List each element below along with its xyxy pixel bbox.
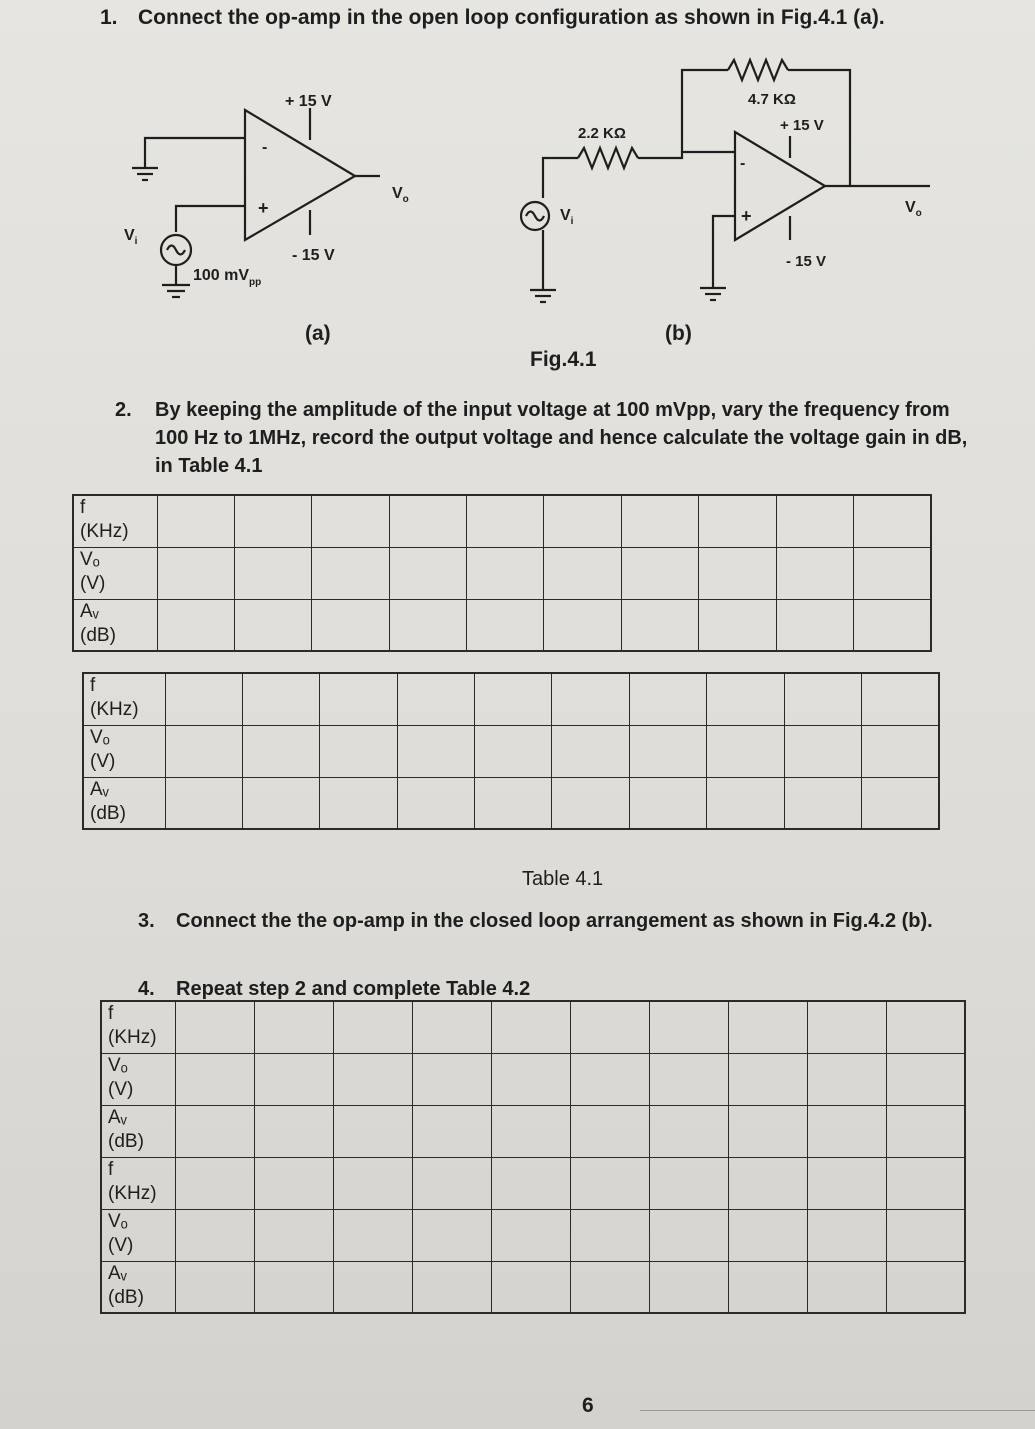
table-cell[interactable] [491,1001,570,1053]
footer-rule [640,1410,1035,1411]
table-cell[interactable] [254,1261,333,1313]
table-cell[interactable] [254,1105,333,1157]
table-cell[interactable] [649,1261,728,1313]
table-cell[interactable] [412,1157,491,1209]
table-cell[interactable] [728,1209,807,1261]
table-row [83,777,939,829]
table-cell[interactable] [234,599,311,651]
table-cell[interactable] [807,1209,886,1261]
table-cell[interactable] [552,673,629,725]
table-cell[interactable] [807,1001,886,1053]
table-cell[interactable] [165,673,242,725]
r-f-label: 4.7 KΩ [748,91,796,108]
table-cell[interactable] [242,777,319,829]
table-cell[interactable] [175,1209,254,1261]
table-cell[interactable] [397,777,474,829]
page-number: 6 [582,1394,594,1417]
table-cell[interactable] [728,1157,807,1209]
table-cell[interactable] [157,547,234,599]
resistor-r-f [728,60,788,80]
table-cell[interactable] [544,495,621,547]
table-cell[interactable] [412,1001,491,1053]
table-cell[interactable] [862,673,939,725]
table-cell[interactable] [333,1209,412,1261]
input-b-v: V [560,207,571,224]
table-cell[interactable] [570,1001,649,1053]
supply-a-negative: - 15 V [292,247,335,264]
input-a-label [124,227,138,247]
table-cell[interactable] [333,1157,412,1209]
wire-a-inverting [145,138,245,168]
table-4-1-caption: Table 4.1 [522,868,604,890]
table-cell[interactable] [491,1105,570,1157]
table-cell[interactable] [886,1157,965,1209]
table-row [83,673,939,725]
step-3-text: Connect the the op-amp in the closed loop arrangement as shown in Fig.4.2 (b). [176,910,933,932]
table-cell[interactable] [234,547,311,599]
table-cell[interactable] [475,777,552,829]
table-cell[interactable] [397,725,474,777]
table-cell[interactable] [649,1157,728,1209]
table-cell[interactable] [389,547,466,599]
table-cell[interactable] [621,599,698,651]
table-cell[interactable] [784,725,861,777]
table-row [101,1209,965,1261]
table-cell[interactable] [254,1001,333,1053]
step-3 [138,910,933,933]
row-header: Vₒ (V) [83,725,165,777]
table-cell[interactable] [175,1157,254,1209]
table-cell[interactable] [475,673,552,725]
table-cell[interactable] [333,1261,412,1313]
table-cell[interactable] [570,1157,649,1209]
table-4-1-part-1 [72,494,932,652]
input-a-amplitude-unit: pp [249,277,262,288]
table-cell[interactable] [491,1209,570,1261]
table-cell[interactable] [570,1209,649,1261]
input-a-amplitude [193,267,261,288]
table-cell[interactable] [157,495,234,547]
table-cell[interactable] [649,1209,728,1261]
opamp-a-minus: - [262,139,268,156]
table-row [83,725,939,777]
table-cell[interactable] [776,547,853,599]
table-4-1-part-2 [82,672,940,830]
row-header: f (KHz) [101,1001,175,1053]
table-cell[interactable] [854,599,931,651]
table-cell[interactable] [728,1001,807,1053]
step-2-number: 2. [115,399,132,421]
table-cell[interactable] [807,1261,886,1313]
step-1-text: Connect the op-amp in the open loop configuration as shown in Fig.4.1 (a). [138,6,885,29]
row-header: Aᵥ (dB) [101,1105,175,1157]
table-cell[interactable] [807,1053,886,1105]
table-cell[interactable] [886,1209,965,1261]
output-a-v: V [392,185,403,202]
table-cell[interactable] [776,599,853,651]
table-cell[interactable] [254,1053,333,1105]
table-cell[interactable] [699,599,776,651]
table-cell[interactable] [175,1053,254,1105]
step-1-number: 1. [100,6,118,29]
table-cell[interactable] [544,547,621,599]
output-b-v: V [905,199,916,216]
table-row [101,1053,965,1105]
table-cell[interactable] [784,777,861,829]
table-cell[interactable] [649,1053,728,1105]
table-cell[interactable] [862,725,939,777]
table-cell[interactable] [254,1157,333,1209]
table-cell[interactable] [412,1105,491,1157]
table-4-2 [100,1000,966,1314]
table-cell[interactable] [312,599,389,651]
table-row [101,1157,965,1209]
table-row [101,1261,965,1313]
table-cell[interactable] [333,1053,412,1105]
table-cell[interactable] [707,777,784,829]
table-cell[interactable] [475,725,552,777]
table-cell[interactable] [570,1105,649,1157]
row-header: Vₒ (V) [101,1209,175,1261]
table-cell[interactable] [552,725,629,777]
table-cell[interactable] [175,1261,254,1313]
table-cell[interactable] [629,725,706,777]
output-b-label [905,199,922,219]
table-cell[interactable] [254,1209,333,1261]
table-row [101,1105,965,1157]
input-b-sub: i [570,216,574,227]
resistor-r-in [578,148,638,168]
table-cell[interactable] [242,673,319,725]
row-header: Vₒ (V) [73,547,157,599]
table-cell[interactable] [333,1001,412,1053]
table-cell[interactable] [544,599,621,651]
row-header: Vₒ (V) [101,1053,175,1105]
table-cell[interactable] [707,725,784,777]
step-2 [115,396,975,480]
table-cell[interactable] [312,495,389,547]
step-4-text: Repeat step 2 and complete Table 4.2 [176,978,531,1000]
table-cell[interactable] [784,673,861,725]
wire-a-noninverting [176,206,245,232]
table-cell[interactable] [629,673,706,725]
table-cell[interactable] [467,547,544,599]
table-cell[interactable] [621,495,698,547]
step-1 [100,6,885,30]
table-cell[interactable] [629,777,706,829]
table-cell[interactable] [649,1105,728,1157]
table-cell[interactable] [707,673,784,725]
table-cell[interactable] [776,495,853,547]
row-header: Aᵥ (dB) [83,777,165,829]
opamp-b-minus: - [740,155,746,172]
step-4-number: 4. [138,978,155,1000]
row-header: f (KHz) [101,1157,175,1209]
table-cell[interactable] [886,1001,965,1053]
opamp-b-plus: + [741,206,752,226]
step-4 [138,978,530,1001]
table-cell[interactable] [699,547,776,599]
output-b-sub: o [915,208,922,219]
table-cell[interactable] [854,547,931,599]
row-header: f (KHz) [73,495,157,547]
table-row [73,547,931,599]
table-cell[interactable] [320,725,397,777]
table-cell[interactable] [467,495,544,547]
table-cell[interactable] [862,777,939,829]
table-row [73,599,931,651]
table-cell[interactable] [175,1105,254,1157]
table-cell[interactable] [728,1261,807,1313]
table-row [101,1001,965,1053]
table-cell[interactable] [491,1053,570,1105]
output-a-label [392,185,409,205]
input-a-amplitude-value: 100 mV [193,267,250,284]
r-in-label: 2.2 KΩ [578,125,626,142]
row-header: Aᵥ (dB) [73,599,157,651]
table-cell[interactable] [412,1261,491,1313]
step-2-text: By keeping the amplitude of the input voltage at 100 mVpp, vary the frequency from 100 Hz to 1MHz, record the output voltage and hence calculate the voltage gain in dB, in Table 4.1 [155,399,968,477]
table-cell[interactable] [854,495,931,547]
table-cell[interactable] [234,495,311,547]
table-cell[interactable] [570,1261,649,1313]
supply-a-positive: + 15 V [285,93,332,110]
table-cell[interactable] [397,673,474,725]
table-cell[interactable] [320,673,397,725]
table-cell[interactable] [333,1105,412,1157]
table-cell[interactable] [389,599,466,651]
table-cell[interactable] [570,1053,649,1105]
table-cell[interactable] [886,1105,965,1157]
fig-4-1-diagram [0,40,1035,420]
table-cell[interactable] [807,1157,886,1209]
table-cell[interactable] [412,1053,491,1105]
opamp-a-plus: + [258,198,269,218]
table-cell[interactable] [491,1157,570,1209]
opamp-a-triangle [245,110,355,240]
table-cell[interactable] [621,547,698,599]
table-cell[interactable] [728,1053,807,1105]
table-cell[interactable] [157,599,234,651]
row-header: Aᵥ (dB) [101,1261,175,1313]
table-cell[interactable] [807,1105,886,1157]
table-cell[interactable] [491,1261,570,1313]
table-cell[interactable] [312,547,389,599]
input-a-v: V [124,227,135,244]
supply-b-positive: + 15 V [780,117,824,134]
table-cell[interactable] [552,777,629,829]
output-a-sub: o [402,194,409,205]
table-cell[interactable] [389,495,466,547]
table-cell[interactable] [728,1105,807,1157]
table-cell[interactable] [699,495,776,547]
input-b-label [560,207,574,227]
table-cell[interactable] [320,777,397,829]
fig-caption: Fig.4.1 [530,348,597,371]
table-cell[interactable] [175,1001,254,1053]
table-cell[interactable] [886,1261,965,1313]
table-cell[interactable] [886,1053,965,1105]
table-cell[interactable] [467,599,544,651]
table-row [73,495,931,547]
step-3-number: 3. [138,910,155,932]
row-header: f (KHz) [83,673,165,725]
input-a-sub: i [134,236,138,247]
table-cell[interactable] [649,1001,728,1053]
table-cell[interactable] [412,1209,491,1261]
supply-b-negative: - 15 V [786,253,827,270]
table-cell[interactable] [165,725,242,777]
caption-a: (a) [305,322,331,345]
caption-b: (b) [665,322,692,345]
table-cell[interactable] [165,777,242,829]
table-cell[interactable] [242,725,319,777]
